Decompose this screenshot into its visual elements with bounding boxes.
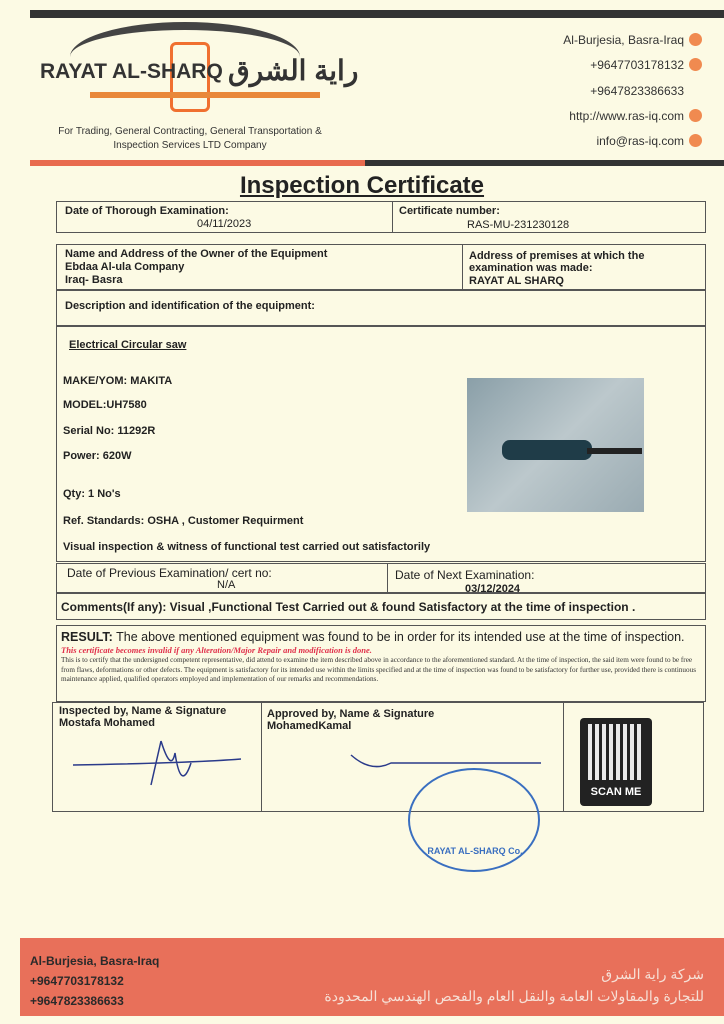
tagline: For Trading, General Contracting, General Transportation & Inspection Services LTD Company: [58, 126, 322, 151]
globe-icon: [689, 109, 702, 122]
prev-value: N/A: [217, 579, 236, 591]
equipment-make: MAKE/YOM: MAKITA: [63, 375, 173, 387]
contact-text: +9647703178132: [590, 58, 684, 72]
qr-pattern: [588, 724, 644, 780]
mail-icon: [689, 134, 702, 147]
approved-name: MohamedKamal: [267, 720, 352, 732]
cert-label: Certificate number:: [399, 205, 500, 217]
prev-row: [56, 563, 706, 593]
contact-phone1: [590, 58, 684, 72]
exam-date-label: Date of Thorough Examination:: [65, 205, 229, 217]
footer-phone2: +9647823386633: [30, 994, 124, 1008]
equipment-model: MODEL:UH7580: [63, 399, 147, 411]
equipment-serial: Serial No: 11292R: [63, 425, 156, 437]
top-bar: [30, 10, 724, 18]
comments: Comments(If any): Visual ,Functional Test Carried out & found Satisfactory at the time of inspection .: [61, 600, 636, 614]
inspected-name: Mostafa Mohamed: [59, 717, 155, 729]
scan-me-label: SCAN ME: [590, 786, 642, 798]
desc-row: [56, 290, 706, 326]
comments-row: [56, 593, 706, 620]
equipment-section: [56, 326, 706, 562]
exam-date: 04/11/2023: [197, 218, 252, 230]
contact-address: [563, 33, 684, 47]
result-text: The above mentioned equipment was found to be in order for its intended use at the time of inspection.: [116, 630, 685, 644]
blade-shape: [587, 448, 642, 454]
company-stamp: [408, 768, 540, 872]
next-label: Date of Next Examination:: [395, 568, 535, 582]
premises-label: Address of premises at which the examination was made:: [469, 250, 645, 274]
saw-shape: [502, 440, 592, 460]
equipment-power: Power: 620W: [63, 450, 132, 462]
equipment-standards: Ref. Standards: OSHA , Customer Requirment: [63, 515, 304, 527]
owner-row: [56, 244, 706, 290]
equipment-name: Electrical Circular saw: [69, 339, 187, 351]
contact-web[interactable]: [569, 109, 684, 123]
contact-text[interactable]: info@ras-iq.com: [596, 134, 684, 148]
certification-body: This is to certify that the undersigned competent representative, did attend to examine the item described above in accordance to the aforementioned standard. At the time of inspection, the said item were found to be free from flaws, deformations or other defects. The equipment is satisfactory for its intended use within the limits specified and at the time of inspection was found to be satisfactory for further use, provided there is continuous maintenance applied, qualified operators employed and implementation of our remarks and recommendations.: [61, 656, 696, 683]
owner-name: Ebdaa Al-ula Company: [65, 261, 185, 273]
footer-ar-company: شركة راية الشرق: [601, 966, 704, 982]
qr-code[interactable]: [580, 718, 652, 806]
logo-ar: راية الشرق: [228, 55, 359, 86]
equipment-visual: Visual inspection & witness of functional test carried out satisfactorily: [63, 541, 431, 553]
contact-phone2: [590, 84, 684, 98]
logo-en: RAYAT AL-SHARQ: [40, 60, 223, 83]
contact-text[interactable]: http://www.ras-iq.com: [569, 109, 684, 123]
approved-label: Approved by, Name & Signature: [267, 708, 435, 720]
divider-accent: [30, 160, 365, 166]
logo-underline: [90, 92, 320, 98]
result-label: RESULT:: [61, 630, 113, 644]
page-title: Inspection Certificate: [239, 172, 485, 199]
desc-label: Description and identification of the equipment:: [65, 300, 315, 312]
contact-email[interactable]: [596, 134, 684, 148]
owner-address: Iraq- Basra: [65, 274, 123, 286]
equipment-photo: [467, 378, 644, 512]
invalid-warning: This certificate becomes invalid if any Alteration/Major Repair and modification is done.: [61, 645, 372, 655]
result-section: [56, 625, 706, 702]
divider-dark: [365, 160, 724, 166]
prev-label: Date of Previous Examination/ cert no:: [67, 566, 272, 580]
footer-ar-desc: للتجارة والمقاولات العامة والنقل العام والفحص الهندسي المحدودة: [324, 988, 704, 1004]
equipment-qty: Qty: 1 No's: [63, 488, 121, 500]
footer-band: [20, 938, 724, 1016]
owner-label: Name and Address of the Owner of the Equipment: [65, 248, 328, 260]
contact-text: +9647823386633: [590, 84, 684, 98]
footer-phone1: +9647703178132: [30, 974, 124, 988]
footer-address: Al-Burjesia, Basra-Iraq: [30, 954, 160, 968]
exam-row: [56, 201, 706, 233]
next-date: 03/12/2024: [465, 583, 521, 595]
phone-icon: [689, 58, 702, 71]
premises: RAYAT AL SHARQ: [469, 275, 564, 287]
contact-text: Al-Burjesia, Basra-Iraq: [563, 33, 684, 47]
cert-number: RAS-MU-231230128: [467, 219, 570, 231]
inspected-label: Inspected by, Name & Signature: [59, 705, 227, 717]
stamp-text: RAYAT AL-SHARQ Co.: [427, 846, 523, 856]
location-icon: [689, 33, 702, 46]
